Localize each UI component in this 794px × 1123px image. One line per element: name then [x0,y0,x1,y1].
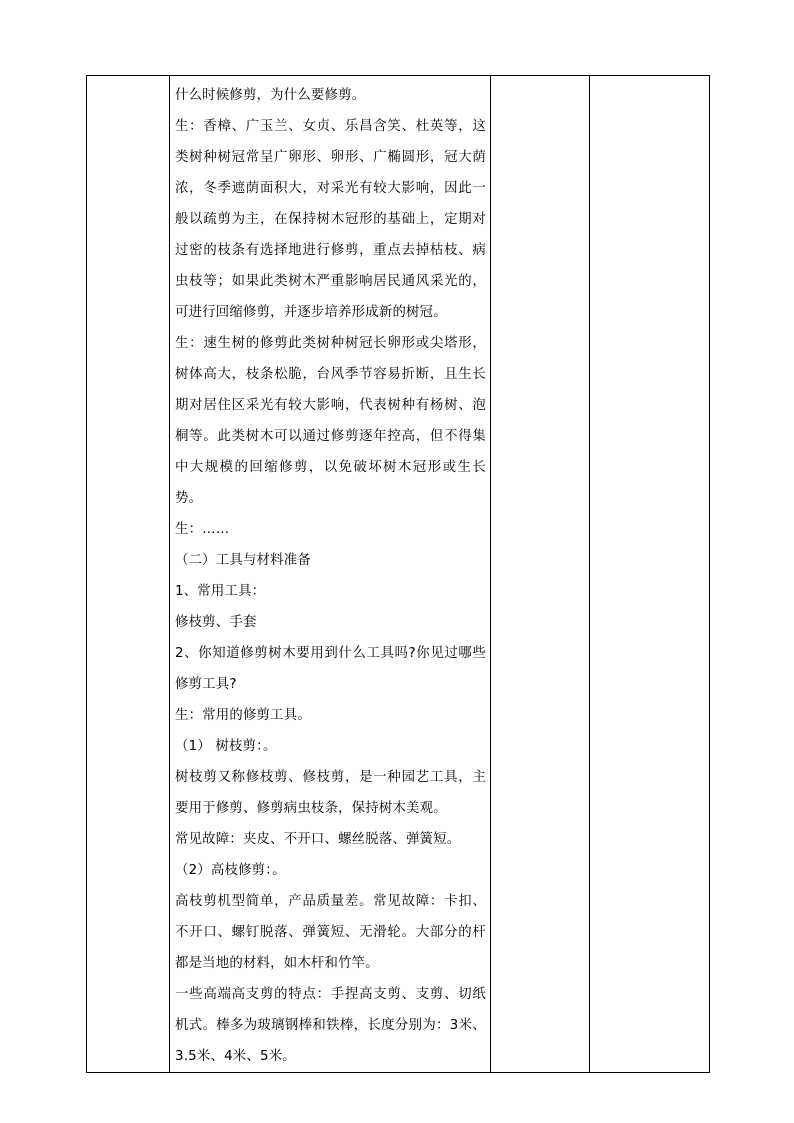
paragraph-high-end-pruners: 一些高端高支剪的特点：手捏高支剪、支剪、切纸机式。棒多为玻璃钢棒和铁棒，长度分别为：3米、3.5米、4米、5米。 [175,987,486,1064]
paragraph-pruner-heading: （1） 树枝剪：。 [175,739,277,754]
paragraph-pruner-description: 树枝剪又称修枝剪、修枝剪，是一种园艺工具，主要用于修剪、修剪病虫枝条，保持树木美观。 [175,770,486,816]
paragraph-pole-pruner-heading: （2）高枝修剪：。 [175,863,286,878]
fourth-column-cell [590,76,710,1073]
section-heading-tools: （二）工具与材料准备 [175,553,311,568]
paragraph-pole-pruner-description: 高枝剪机型简单，产品质量差。常见故障：卡扣、不开口、螺钉脱落、弹簧短、无滑轮。大部分的杆都是当地的材料，如木杆和竹竿。 [175,894,486,971]
paragraph-ellipsis: 生：…… [175,522,230,537]
content-cell [170,76,491,1073]
third-column-cell [491,76,590,1073]
paragraph-tools-answer: 生：常用的修剪工具。 [175,708,311,723]
paragraph-pruner-faults: 常见故障：夹皮、不开口、螺丝脱落、弹簧短。 [175,832,461,847]
paragraph-common-tools-label: 1、常用工具： [175,584,266,599]
table-row [87,76,710,1073]
paragraph-tools-question: 2、你知道修剪树木要用到什么工具吗?你见过哪些修剪工具? [175,646,486,692]
lesson-plan-table [86,75,710,1073]
lesson-content [170,76,490,1072]
paragraph-evergreen-pruning: 生：香樟、广玉兰、女贞、乐昌含笑、杜英等，这类树种树冠常呈广卵形、卵形、广椭圆形，冠大荫浓，冬季遮荫面积大，对采光有较大影响，因此一般以疏剪为主，在保持树木冠形的基础上，定期对过密的枝条有选择地进行修剪，重点去掉枯枝、病虫枝等；如果此类树木严重影响居民通风采光的，可进行回缩修剪，并逐步培养形成新的树冠。 [175,119,486,320]
left-column-cell [87,76,170,1073]
paragraph-question: 什么时候修剪，为什么要修剪。 [175,88,366,103]
paragraph-fast-growing-pruning: 生：速生树的修剪此类树种树冠长卵形或尖塔形，树体高大，枝条松脆，台风季节容易折断，且生长期对居住区采光有较大影响，代表树种有杨树、泡桐等。此类树木可以通过修剪逐年控高，但不得集中大规模的回缩修剪，以免破坏树木冠形或生长势。 [175,336,486,506]
paragraph-common-tools: 修枝剪、手套 [175,615,257,630]
